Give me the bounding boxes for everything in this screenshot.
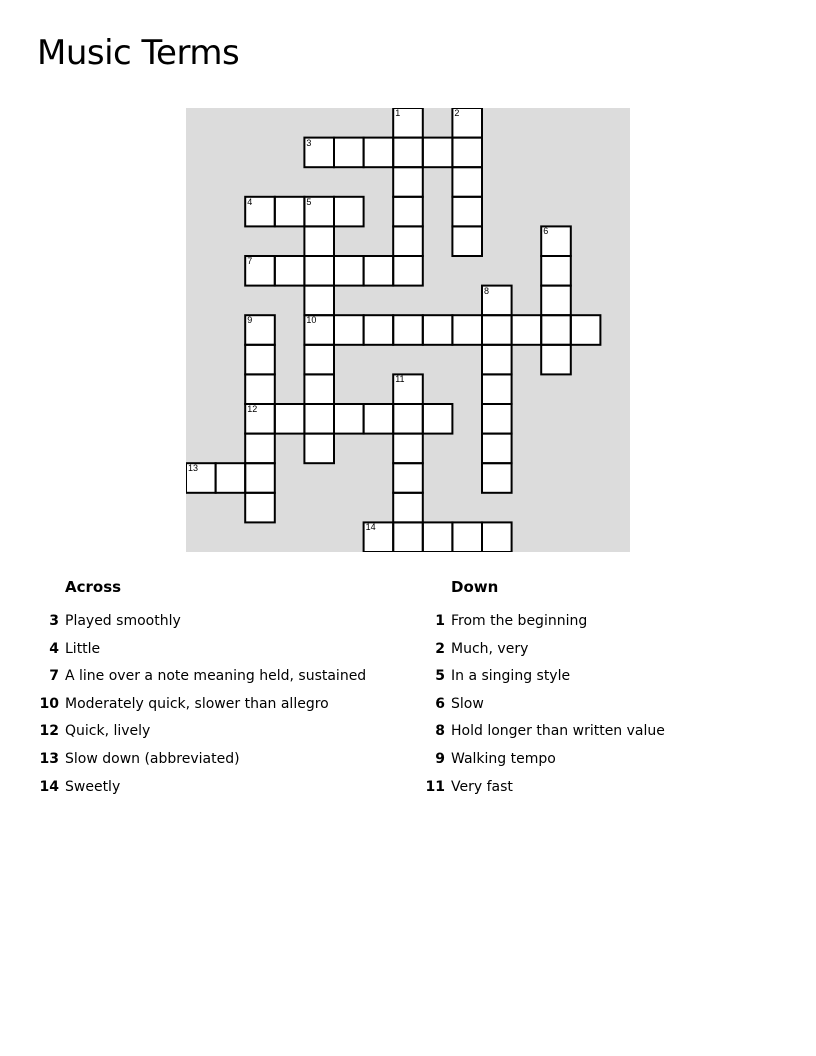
clue-number: 8 xyxy=(435,723,445,740)
down-heading: Down xyxy=(451,578,499,596)
crossword-cell[interactable] xyxy=(304,434,334,464)
crossword-cell[interactable] xyxy=(245,493,275,523)
clue-number: 4 xyxy=(49,640,59,657)
crossword-cell[interactable] xyxy=(245,374,275,404)
crossword-cell[interactable] xyxy=(423,315,453,345)
cell-number: 8 xyxy=(484,285,490,296)
crossword-cell[interactable] xyxy=(364,522,394,552)
crossword-cell[interactable] xyxy=(541,226,571,256)
crossword-cell[interactable] xyxy=(275,404,305,434)
clue-number: 9 xyxy=(435,750,445,767)
clue-text: Sweetly xyxy=(65,778,121,795)
clue-text: In a singing style xyxy=(451,668,571,685)
crossword-cell[interactable] xyxy=(393,167,423,197)
crossword-cell[interactable] xyxy=(393,256,423,286)
cell-number: 7 xyxy=(247,256,253,266)
clue-text: Slow xyxy=(451,695,484,712)
crossword-cell[interactable] xyxy=(304,138,334,168)
crossword-cell[interactable] xyxy=(423,404,453,434)
clue-number: 14 xyxy=(39,778,59,795)
crossword-cell[interactable] xyxy=(245,315,275,345)
across-clue xyxy=(30,663,390,691)
crossword-cell[interactable] xyxy=(304,345,334,375)
crossword-cell[interactable] xyxy=(216,463,246,493)
crossword-cell[interactable] xyxy=(452,108,482,138)
clue-number: 12 xyxy=(39,723,59,740)
across-clue xyxy=(30,774,390,802)
crossword-cell[interactable] xyxy=(393,463,423,493)
across-clue xyxy=(30,691,390,719)
crossword-cell[interactable] xyxy=(482,522,512,552)
across-heading: Across xyxy=(65,578,122,596)
cell-number: 9 xyxy=(247,315,253,326)
crossword-cell[interactable] xyxy=(304,256,334,286)
clue-number: 13 xyxy=(39,750,59,767)
crossword-cell[interactable] xyxy=(364,138,394,168)
clue-number: 5 xyxy=(435,668,445,685)
crossword-cell[interactable] xyxy=(452,315,482,345)
crossword-cell[interactable] xyxy=(304,226,334,256)
crossword-cell[interactable] xyxy=(393,434,423,464)
cell-number: 2 xyxy=(454,108,460,118)
crossword-cell[interactable] xyxy=(541,256,571,286)
across-clue xyxy=(30,718,390,746)
clue-text: Quick, lively xyxy=(65,723,151,740)
crossword-cell[interactable] xyxy=(541,286,571,316)
cell-number: 12 xyxy=(247,404,258,414)
clue-text: Moderately quick, slower than allegro xyxy=(65,695,329,712)
crossword-cell[interactable] xyxy=(393,197,423,227)
clue-number: 11 xyxy=(425,778,445,795)
crossword-cell[interactable] xyxy=(393,493,423,523)
crossword-cell[interactable] xyxy=(364,315,394,345)
cell-number: 1 xyxy=(395,108,401,118)
clue-text: Little xyxy=(65,640,101,657)
crossword-cell[interactable] xyxy=(393,138,423,168)
crossword-cell[interactable] xyxy=(245,434,275,464)
crossword-cell[interactable] xyxy=(482,315,512,345)
clue-number: 6 xyxy=(435,695,445,712)
crossword-cell[interactable] xyxy=(245,345,275,375)
crossword-cell[interactable] xyxy=(393,226,423,256)
clue-text: Very fast xyxy=(451,778,513,795)
crossword-cell[interactable] xyxy=(304,404,334,434)
down-clue-list xyxy=(416,608,776,801)
cell-number: 6 xyxy=(543,226,549,237)
crossword-cell[interactable] xyxy=(393,374,423,404)
crossword-cell[interactable] xyxy=(245,404,275,434)
crossword-cell[interactable] xyxy=(482,345,512,375)
clue-number: 2 xyxy=(435,640,445,657)
crossword-cell[interactable] xyxy=(482,374,512,404)
down-clue xyxy=(416,718,776,746)
crossword-cell[interactable] xyxy=(186,463,216,493)
crossword-cell[interactable] xyxy=(482,404,512,434)
crossword-cell[interactable] xyxy=(393,522,423,552)
clue-number: 7 xyxy=(49,668,59,685)
crossword-cell[interactable] xyxy=(334,404,364,434)
down-clue xyxy=(416,774,776,802)
crossword-cell[interactable] xyxy=(275,197,305,227)
across-clue xyxy=(30,608,390,636)
crossword-cell[interactable] xyxy=(304,197,334,227)
down-clue xyxy=(416,663,776,691)
crossword-cell[interactable] xyxy=(334,138,364,168)
crossword-cell[interactable] xyxy=(304,315,334,345)
crossword-cell[interactable] xyxy=(423,138,453,168)
crossword-cell[interactable] xyxy=(393,315,423,345)
crossword-cell[interactable] xyxy=(364,404,394,434)
page-title: Music Terms xyxy=(37,33,240,73)
clue-number: 1 xyxy=(435,613,445,629)
crossword-cell[interactable] xyxy=(452,197,482,227)
down-clue xyxy=(416,608,776,636)
clue-text: From the beginning xyxy=(451,613,588,629)
cell-number: 3 xyxy=(306,137,312,148)
crossword-cell[interactable] xyxy=(334,197,364,227)
crossword-cell[interactable] xyxy=(482,286,512,316)
crossword-cell[interactable] xyxy=(452,138,482,168)
across-clue xyxy=(30,746,390,774)
crossword-cell[interactable] xyxy=(393,108,423,138)
down-clues xyxy=(416,576,776,801)
crossword-cell[interactable] xyxy=(275,256,305,286)
clue-number: 10 xyxy=(39,695,59,712)
crossword-cell[interactable] xyxy=(334,256,364,286)
crossword-cell[interactable] xyxy=(541,315,571,345)
cell-number: 10 xyxy=(306,315,317,326)
cell-number: 13 xyxy=(188,463,199,474)
crossword-cell[interactable] xyxy=(423,522,453,552)
clue-text: Walking tempo xyxy=(451,750,556,767)
crossword-cell[interactable] xyxy=(393,404,423,434)
across-clue xyxy=(30,636,390,664)
down-clue xyxy=(416,691,776,719)
across-clues xyxy=(30,576,390,801)
across-clue-list xyxy=(30,608,390,801)
cell-number: 5 xyxy=(306,196,312,207)
clue-text: Slow down (abbreviated) xyxy=(65,750,240,767)
crossword-cell[interactable] xyxy=(304,286,334,316)
crossword-cell[interactable] xyxy=(452,522,482,552)
crossword-cell[interactable] xyxy=(571,315,601,345)
crossword-cell[interactable] xyxy=(512,315,542,345)
crossword-cell[interactable] xyxy=(245,197,275,227)
clue-text: Hold longer than written value xyxy=(451,723,665,740)
crossword-cell[interactable] xyxy=(245,463,275,493)
clue-text: A line over a note meaning held, sustained xyxy=(65,668,367,685)
crossword-grid xyxy=(186,108,630,552)
crossword-cell[interactable] xyxy=(482,434,512,464)
crossword-cell[interactable] xyxy=(452,226,482,256)
cell-number: 14 xyxy=(365,522,376,533)
crossword-cell[interactable] xyxy=(334,315,364,345)
crossword-cell[interactable] xyxy=(452,167,482,197)
down-clue xyxy=(416,746,776,774)
crossword-cell[interactable] xyxy=(304,374,334,404)
clue-text: Played smoothly xyxy=(65,613,181,629)
clue-number: 3 xyxy=(49,613,59,629)
crossword-cell[interactable] xyxy=(482,463,512,493)
down-clue xyxy=(416,636,776,664)
crossword-cell[interactable] xyxy=(541,345,571,375)
crossword-cell[interactable] xyxy=(364,256,394,286)
cell-number: 11 xyxy=(395,374,405,385)
crossword-cell[interactable] xyxy=(245,256,275,286)
clue-text: Much, very xyxy=(451,640,529,657)
cell-number: 4 xyxy=(247,196,253,207)
